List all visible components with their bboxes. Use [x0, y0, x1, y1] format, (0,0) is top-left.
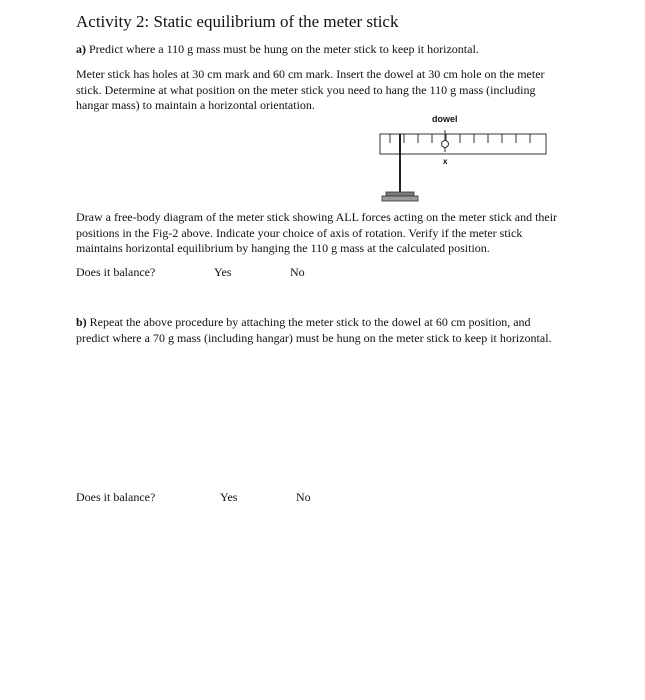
- meter-stick: [380, 134, 546, 154]
- part-a-question: [76, 42, 566, 58]
- part-b-balance-question: Does it balance?: [76, 490, 156, 504]
- part-b-text: [76, 315, 561, 346]
- fbd-instructions: Draw a free-body diagram of the meter stick showing ALL forces acting on the meter stick and their positions in the Fig-2 above. Indicate your choice of axis of rotation. Verify if the meter stick maintains horizontal equilibrium by hanging the 110 g mass at the calculated position.: [76, 210, 558, 255]
- part-b-no-option: No: [296, 490, 311, 504]
- dowel-label: dowel: [432, 114, 458, 124]
- support-base: [382, 196, 418, 201]
- part-b-yes-option: Yes: [220, 490, 238, 504]
- part-b-label: b): [76, 315, 87, 329]
- part-a-no-option: No: [290, 265, 305, 279]
- meter-stick-ticks: [390, 134, 530, 143]
- part-b-body: Repeat the above procedure by attaching the meter stick to the dowel at 60 cm position, and predict where a 70 g mass (including hangar) must be hung on the meter stick to keep it horizontal.: [76, 315, 552, 345]
- meter-stick-diagram: [370, 112, 555, 207]
- hanger-hook-icon: [442, 141, 449, 148]
- mass-position-marker: x: [443, 157, 448, 166]
- part-a-question-text: Predict where a 110 g mass must be hung on the meter stick to keep it horizontal.: [89, 42, 479, 56]
- support-base-top: [386, 192, 414, 196]
- part-a-balance-question: Does it balance?: [76, 265, 156, 279]
- page-title: Activity 2: Static equilibrium of the meter stick: [76, 12, 399, 31]
- part-a-yes-option: Yes: [214, 265, 232, 279]
- part-a-label: a): [76, 42, 86, 56]
- part-a-instructions: Meter stick has holes at 30 cm mark and 60 cm mark. Insert the dowel at 30 cm hole on the meter stick. Determine at what position on the meter stick you need to hang the 110 g mass (including hangar mass) to maintain a horizontal orientation.: [76, 67, 545, 112]
